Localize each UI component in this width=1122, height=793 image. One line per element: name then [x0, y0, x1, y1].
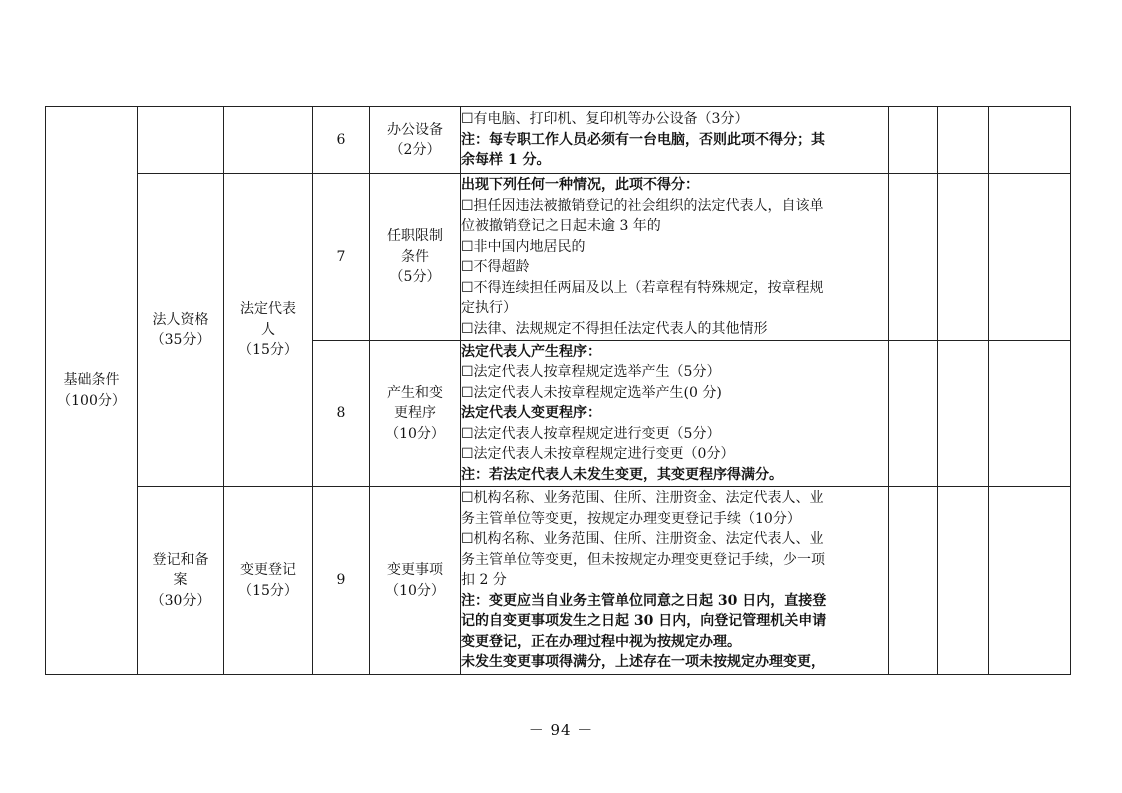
empty-subgroup-cell [224, 107, 313, 174]
item-name: 更程序 [394, 405, 436, 422]
subgroup-score: （15分） [238, 582, 298, 599]
criteria-line: ☐机构名称、业务范围、住所、注册资金、法定代表人、业 [461, 490, 824, 507]
score-cell [889, 341, 938, 487]
criteria-line: ☐担任因违法被撤销登记的社会组织的法定代表人，自该单 [461, 197, 824, 214]
criteria-line: 位被撤销登记之日起未逾 3 年的 [461, 218, 661, 234]
group-label: 案 [173, 572, 188, 589]
criteria-line: ☐法定代表人按章程规定进行变更（5分） [461, 425, 721, 442]
score-cell [938, 107, 989, 174]
score-cell [938, 341, 989, 487]
item-score: （10分） [385, 425, 445, 442]
note-line: 注：每专职工作人员必须有一台电脑，否则此项不得分；其 [461, 131, 825, 148]
remark-cell [989, 174, 1071, 341]
criteria-line: 扣 2 分 [461, 572, 507, 589]
criteria-line: ☐不得连续担任两届及以上（若章程有特殊规定，按章程规 [461, 279, 824, 296]
criteria-line: ☐不得超龄 [461, 259, 530, 275]
category-label: 基础条件 [63, 372, 120, 388]
criteria-line: ☐法律、法规规定不得担任法定代表人的其他情形 [461, 320, 768, 337]
group-label: 登记和备 [152, 551, 209, 568]
remark-cell [989, 487, 1071, 675]
empty-group-cell [138, 107, 224, 174]
score-cell [889, 107, 938, 174]
criteria-line: ☐法定代表人按章程规定选举产生（5分） [461, 364, 721, 381]
score-cell [889, 174, 938, 341]
item-number: 6 [313, 107, 370, 174]
criteria-line: ☐有电脑、打印机、复印机等办公设备（3分） [461, 111, 749, 128]
item-score: （2分） [389, 142, 441, 158]
table-row [46, 107, 1071, 174]
item-name: 办公设备 [387, 121, 443, 138]
remark-cell [989, 107, 1071, 174]
score-cell [938, 174, 989, 341]
group-score: （35分） [150, 332, 211, 348]
remark-cell [989, 341, 1071, 487]
subgroup-score: （15分） [238, 342, 298, 359]
item-number: 8 [313, 341, 370, 487]
criteria-line: ☐机构名称、业务范围、住所、注册资金、法定代表人、业 [461, 531, 824, 548]
criteria-line: 定执行） [461, 300, 517, 316]
note-line: 变更登记，正在办理过程中视为按规定办理。 [461, 633, 741, 650]
category-cell [46, 107, 138, 675]
score-cell [889, 487, 938, 675]
item-number: 9 [313, 487, 370, 675]
item-name: 任职限制 [387, 228, 443, 245]
criteria-cell [461, 487, 889, 675]
note-line: 注：若法定代表人未发生变更，其变更程序得满分。 [461, 466, 783, 483]
item-name: 产生和变 [387, 384, 443, 401]
subgroup-label: 人 [261, 321, 275, 338]
note-line: 注：变更应当自业务主管单位同意之日起 30 日内，直接登 [461, 592, 827, 609]
item-name: 变更事项 [387, 562, 443, 578]
item-score: （10分） [385, 582, 445, 599]
subgroup-label: 法定代表 [240, 301, 296, 318]
item-name-cell [370, 174, 461, 341]
criteria-heading: 法定代表人变更程序： [461, 405, 601, 422]
criteria-cell [461, 174, 889, 341]
criteria-cell [461, 341, 889, 487]
item-number: 7 [313, 174, 370, 341]
subgroup-cell [224, 174, 313, 487]
table-row [46, 174, 1071, 341]
group-score: （30分） [150, 592, 211, 609]
criteria-heading: 出现下列任何一种情况，此项不得分： [461, 177, 699, 193]
item-name-cell [370, 107, 461, 174]
table-row [46, 487, 1071, 675]
criteria-line: ☐法定代表人未按章程规定进行变更（0分） [461, 446, 735, 463]
group-cell [138, 174, 224, 487]
assessment-table [45, 106, 1071, 675]
group-label: 法人资格 [152, 311, 209, 328]
subgroup-label: 变更登记 [240, 562, 296, 578]
note-line: 未发生变更事项得满分，上述存在一项未按规定办理变更， [461, 654, 825, 671]
criteria-line: ☐非中国内地居民的 [461, 238, 586, 255]
item-name-cell [370, 341, 461, 487]
subgroup-cell [224, 487, 313, 675]
criteria-line: ☐法定代表人未按章程规定选举产生(0 分) [461, 384, 722, 401]
note-line: 记的自变更事项发生之日起 30 日内，向登记管理机关申请 [461, 613, 827, 630]
category-score: （100分） [57, 392, 126, 409]
score-cell [938, 487, 989, 675]
group-cell [138, 487, 224, 675]
page-number: － 94 － [528, 721, 594, 739]
criteria-line: 务主管单位等变更，但未按规定办理变更登记手续，少一项 [461, 551, 825, 568]
criteria-heading: 法定代表人产生程序： [461, 343, 601, 360]
item-score: （5分） [389, 269, 441, 286]
note-line: 余每样 1 分。 [461, 152, 551, 169]
item-name-cell [370, 487, 461, 675]
item-name: 条件 [401, 248, 429, 265]
criteria-line: 务主管单位等变更，按规定办理变更登记手续（10分） [461, 510, 801, 527]
criteria-cell [461, 107, 889, 174]
